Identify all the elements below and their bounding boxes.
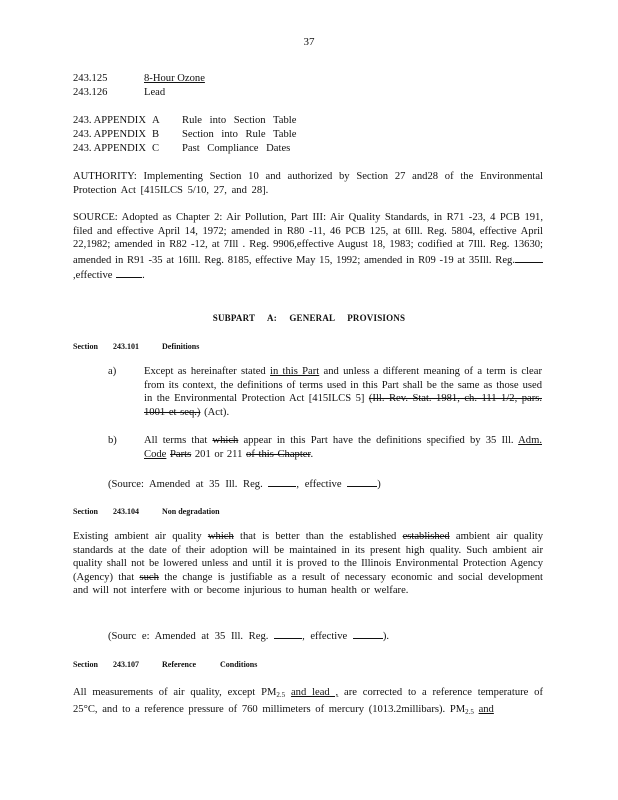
nondeg-strike1: which: [207, 531, 234, 542]
refcond-u2: and: [478, 703, 494, 715]
def-b-part2: appear in this Part have the definitions specified by 35 Ill.: [243, 435, 514, 446]
nondeg-p4: the change is justifiable as a result of necessary economic and social development and will not interfere with or become injurious to human health or welfare.: [73, 571, 543, 597]
section-101-heading: [73, 340, 199, 354]
refcond-sub1: 2.5: [276, 691, 286, 699]
section-107-label: Section: [73, 660, 98, 669]
nondeg-strike2: established: [402, 531, 450, 542]
def-a-end: (Act).: [204, 406, 230, 418]
nondeg-p3: ambient air quality standards at the date of their adoption will be maintained in its present high quality. Such ambient air quality shall not be lowered unless and until it is proved to the Illinois Environmental Protection Agency (Agency) that: [73, 531, 544, 583]
section-104-source-note: [108, 628, 389, 644]
refcond-p1: All measurements of air quality, except PM: [73, 687, 277, 698]
nondeg-strike3: such: [139, 571, 159, 583]
sec101-source-effective: , effective: [296, 479, 342, 490]
subpart-heading: SUBPART A: GENERAL PROVISIONS: [212, 313, 406, 323]
section-101-number: 243.101: [113, 342, 139, 351]
section-101-item-a-label: a): [108, 366, 117, 377]
sec101-source-text: (Source: Amended at 35 Ill. Reg.: [108, 479, 263, 490]
section-107-paragraph: [73, 686, 543, 719]
section-104-label: Section: [73, 507, 98, 516]
section-107-title2: Conditions: [220, 660, 258, 669]
sec104-blank-1: [274, 628, 302, 639]
refcond-u1: and lead ,: [290, 687, 339, 698]
appendix-b-letter: B: [152, 129, 160, 140]
sec101-source-close: ): [377, 479, 381, 490]
source-blank-2: [116, 267, 142, 278]
section-101-title: Definitions: [162, 342, 200, 351]
page-number: 37: [303, 36, 315, 48]
appendix-c-label: 243. APPENDIX: [73, 143, 146, 154]
nondeg-p2: that is better than the established: [240, 531, 397, 542]
source-blank-1: [515, 252, 543, 263]
section-101-item-a-text: [144, 365, 542, 419]
section-107-number: 243.107: [113, 660, 139, 669]
def-b-strike2: Parts: [170, 448, 192, 460]
sec104-source-close: ).: [382, 631, 390, 642]
section-107-heading: [73, 658, 257, 672]
sec101-blank-2: [347, 476, 377, 487]
def-a-part2: and unless a different meaning of a term is clear from its context, the definitions of terms used in this Part shall be the same as those used in the Environmental Protection Act [415ILCS 5]: [144, 366, 542, 405]
appendix-b-title: Section into Rule Table: [182, 129, 297, 140]
sec104-source-text: (Sourc e: Amended at 35 Ill. Reg.: [108, 631, 269, 642]
section-101-source-note: [108, 476, 381, 492]
section-101-item-b-text: [144, 434, 542, 461]
section-101-item-b-label: b): [108, 435, 117, 446]
nondeg-p1: Existing ambient air quality: [73, 531, 202, 542]
def-a-strike: (Ill. Rev. Stat. 1981, ch. 111 1/2, pars. 1001 et seq.): [144, 393, 542, 418]
source-text: SOURCE: Adopted as Chapter 2: Air Pollution, Part III: Air Quality Standards, in R71 -23, 4 PCB 191, filed and effective April 14, 1972; amended in R80 -11, 46 PCB 125, at 6Ill. Reg. 5804, effective April 22,1982; amended in R82 -12, at 7Ill . Reg. 9906,effective August 18, 1983; codified at 7Ill. Reg. 13630; amended in R91 -35 at 16Ill. Reg. 8185, effective May 15, 1992; amended in R09 -19 at 35Ill. Reg.: [73, 212, 543, 266]
section-101-label: Section: [73, 342, 98, 351]
toc-number-126: 243.126: [73, 87, 108, 98]
def-b-underline: Adm. Code: [144, 435, 542, 460]
def-b-part3: 201 or 211: [194, 448, 243, 460]
appendix-a-letter: A: [152, 115, 160, 126]
refcond-sub2: 2.5: [465, 707, 474, 716]
def-b-strike1: which: [212, 435, 239, 446]
sec104-blank-2: [353, 628, 383, 639]
appendix-b-label: 243. APPENDIX: [73, 129, 146, 140]
toc-number-125: 243.125: [73, 73, 108, 84]
section-104-title: Non degradation: [162, 507, 220, 516]
section-104-heading: [73, 505, 220, 519]
sec104-source-effective: , effective: [302, 631, 348, 642]
source-effective: ,effective: [73, 270, 113, 282]
toc-title-126: Lead: [144, 87, 166, 98]
def-a-underline: in this Part: [270, 366, 320, 377]
appendix-c-letter: C: [152, 143, 160, 154]
section-104-paragraph: [73, 530, 543, 598]
toc-title-125: 8-Hour Ozone: [144, 73, 205, 84]
section-104-number: 243.104: [113, 507, 139, 516]
refcond-p2: are corrected to a reference temperature of 25°C, and to a reference pressure of 760 millimeters of mercury (1013.2millibars). PM: [73, 687, 543, 715]
source-paragraph: SOURCE: Adopted as Chapter 2: Air Pollution, Part III: Air Quality Standards, in R71 -23, 4 PCB 191, filed and effective April 14, 1972; amended in R80 -11, 46 PCB 125, at 6Ill. Reg. 5804, effective April 22,1982; amended in R82 -12, at 7Ill . Reg. 9906,effective August 18, 1983; codified at 7Ill. Reg. 13630; amended in R91 -35 at 16Ill. Reg. 8185, effective May 15, 1992; amended in R09 -19 at 35Ill. Reg.,effective .: [73, 212, 543, 282]
appendix-c-title: Past Compliance Dates: [182, 143, 291, 154]
def-a-part1: Except as hereinafter stated: [144, 366, 266, 377]
authority-paragraph: AUTHORITY: Implementing Section 10 and authorized by Section 27 and28 of the Environmental Protection Act [415ILCS 5/10, 27, and 28].: [73, 171, 543, 196]
def-b-end: .: [310, 448, 314, 460]
appendix-a-label: 243. APPENDIX: [73, 115, 146, 126]
sec101-blank-1: [268, 476, 296, 487]
def-b-strike3: of this Chapter: [246, 448, 311, 460]
section-107-title: Reference: [162, 660, 197, 669]
def-b-part1: All terms that: [144, 435, 208, 446]
appendix-a-title: Rule into Section Table: [182, 115, 297, 126]
